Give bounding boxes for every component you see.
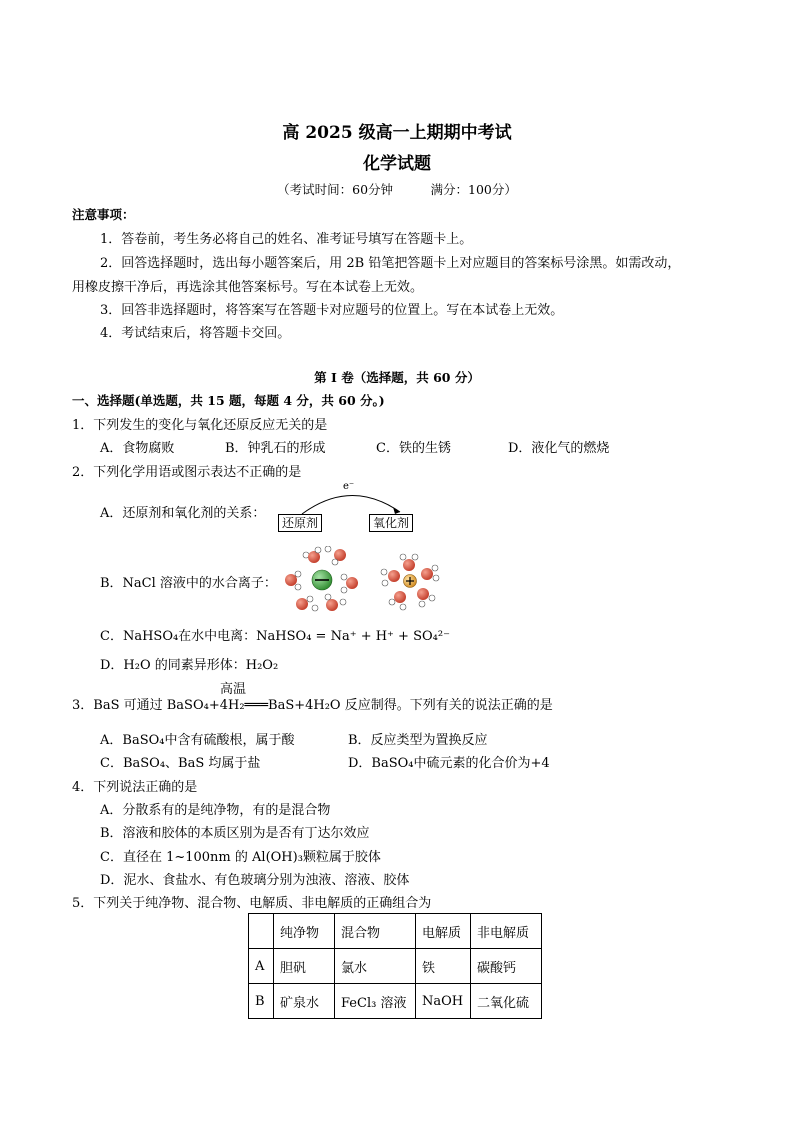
part1-heading: 第 Ⅰ 卷（选择题，共 60 分） [314,370,480,385]
table-header-cell: 非电解质 [471,914,542,949]
table-header-cell [249,914,274,949]
table-cell: 氯水 [335,949,416,984]
q3-option-a: A．BaSO₄中含有硫酸根，属于酸 [100,733,295,748]
q5-stem: 5．下列关于纯净物、混合物、电解质、非电解质的正确组合为 [72,896,432,911]
notice-heading: 注意事项： [72,207,135,222]
table-header-row [249,914,542,949]
q5-table [248,913,542,1019]
q1-stem: 1．下列发生的变化与氧化还原反应无关的是 [72,418,328,433]
table-header-cell: 混合物 [335,914,416,949]
table-cell: 铁 [416,949,471,984]
notice-item-2: 2．回答选择题时，选出每小题答案后，用 2B 铅笔把答题卡上对应题目的答案标号涂黑。如需改动， [100,256,681,271]
table-cell: A [249,949,274,984]
q1-option-b: B．钟乳石的形成 [225,441,326,456]
q3-stem: 3．BaS 可通过 BaSO₄+4H₂═══BaS+4H₂O 反应制得。下列有关的说法正确的是 [72,698,553,713]
q4-option-c: C．直径在 1~100nm 的 Al(OH)₃颗粒属于胶体 [100,850,381,865]
oxidizer-box: 氧化剂 [369,514,413,532]
q3-option-c: C．BaSO₄、BaS 均属于盐 [100,756,261,771]
q2-option-c: C．NaHSO₄在水中电离：NaHSO₄ = Na⁺ + H⁺ + SO₄²⁻ [100,629,450,644]
q4-option-a: A．分散系有的是纯净物，有的是混合物 [100,803,331,818]
table-cell: 碳酸钙 [471,949,542,984]
q3-option-d: D．BaSO₄中硫元素的化合价为+4 [348,756,550,771]
chloride-ion-cluster [285,546,358,611]
notice-item-3: 3．回答非选择题时，将答案写在答题卡对应题号的位置上。写在本试卷上无效。 [100,303,564,318]
subject-title: 化学试题 [363,154,431,174]
exam-title: 高 2025 级高一上期期中考试 [282,123,512,143]
table-row [249,949,542,984]
q1-option-d: D．液化气的燃烧 [508,441,610,456]
table-cell: FeCl₃ 溶液 [335,984,416,1019]
time-info: （考试时间：60分钟 满分：100分） [277,182,517,197]
table-cell: B [249,984,274,1019]
q4-option-b: B．溶液和胶体的本质区别为是否有丁达尔效应 [100,826,370,841]
q2-stem: 2．下列化学用语或图示表达不正确的是 [72,465,302,480]
sodium-ion-cluster [381,554,439,610]
table-row [249,984,542,1019]
q4-stem: 4．下列说法正确的是 [72,780,198,795]
table-cell: 二氧化硫 [471,984,542,1019]
notice-item-4: 4．考试结束后，将答题卡交回。 [100,326,291,341]
hydrated-ions-diagram [282,546,447,616]
q4-option-d: D．泥水、食盐水、有色玻璃分别为浊液、溶液、胶体 [100,873,410,888]
section-heading: 一、选择题(单选题，共 15 题，每题 4 分，共 60 分。) [72,393,385,408]
table-header-cell: 纯净物 [274,914,335,949]
notice-item-1: 1．答卷前，考生务必将自己的姓名、准考证号填写在答题卡上。 [100,232,473,247]
q3-reaction-condition: 高温 [220,682,247,697]
table-header-cell: 电解质 [416,914,471,949]
electron-label: e⁻ [343,481,355,492]
notice-item-2-cont: 用橡皮擦干净后，再选涂其他答案标号。写在本试卷上无效。 [72,280,424,295]
q2-option-b: B．NaCl 溶液中的水合离子： [100,576,277,591]
reducer-box: 还原剂 [278,514,322,532]
table-cell: 矿泉水 [274,984,335,1019]
q3-option-b: B．反应类型为置换反应 [348,733,488,748]
table-cell: NaOH [416,984,471,1019]
q2-option-d: D．H₂O 的同素异形体：H₂O₂ [100,658,279,673]
table-cell: 胆矾 [274,949,335,984]
q1-option-c: C．铁的生锈 [376,441,451,456]
q1-option-a: A．食物腐败 [100,441,175,456]
q2-option-a: A．还原剂和氧化剂的关系： [100,506,266,521]
